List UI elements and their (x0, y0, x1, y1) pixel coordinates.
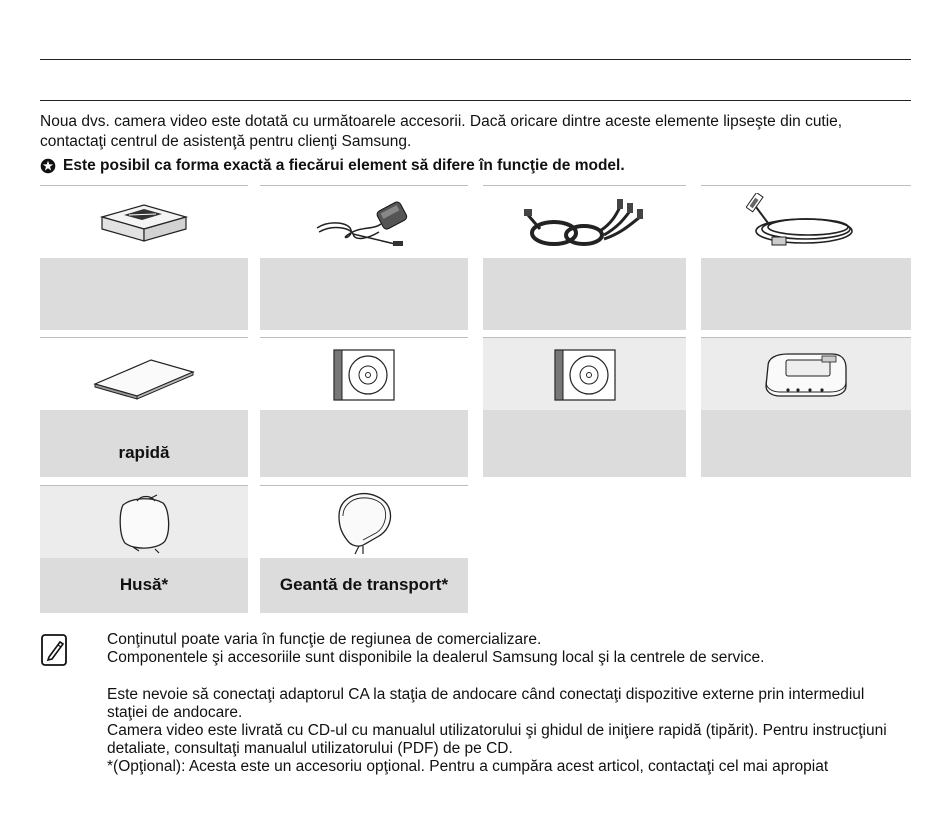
warning-line (40, 157, 910, 175)
accessory-cd-2 (483, 337, 686, 477)
star-in-circle-icon (40, 158, 56, 174)
accessory-cd (260, 337, 468, 477)
item-label (40, 258, 248, 330)
accessory-docking-station (701, 337, 911, 477)
item-image (40, 485, 248, 559)
warning-text: Este posibil ca forma exactă a fiecărui element să difere în funcţie de model. (63, 157, 625, 174)
item-label (483, 410, 686, 477)
usb-cable-icon (746, 193, 866, 253)
item-image (260, 337, 468, 411)
item-image (701, 337, 911, 411)
item-image (260, 185, 468, 259)
cd-icon (332, 348, 396, 402)
item-label (701, 258, 911, 330)
accessory-pouch (40, 485, 248, 613)
battery-pack-icon (96, 197, 192, 249)
item-label (260, 258, 468, 330)
note-line: Conţinutul poate varia în funcţie de regiunea de comercializare. (107, 631, 542, 648)
item-image (40, 185, 248, 259)
notes-block (107, 631, 907, 776)
item-label: Husă* (40, 558, 248, 613)
accessory-quick-start-guide (40, 337, 248, 477)
accessory-battery (40, 185, 248, 330)
note-line: Camera video este livrată cu CD-ul cu manualul utilizatorului şi ghidul de iniţiere rapidă (tipărit). Pentru instrucţiuni detaliate, consultaţi manualul utilizatorului (PDF) de pe CD. (107, 722, 887, 757)
accessory-usb-cable (701, 185, 911, 330)
note-line: Componentele şi accesoriile sunt disponibile la dealerul Samsung local şi la centrele de service. (107, 649, 765, 666)
docking-station-icon (758, 346, 854, 404)
quick-start-guide-icon (89, 350, 199, 400)
carrying-case-icon (329, 490, 399, 556)
top-rule (40, 59, 911, 60)
accessory-av-cable (483, 185, 686, 330)
item-image (701, 185, 911, 259)
note-pencil-icon (40, 633, 70, 667)
pouch-icon (107, 491, 181, 555)
item-image (483, 337, 686, 411)
item-label: Geantă de transport* (260, 558, 468, 613)
accessory-ac-adapter (260, 185, 468, 330)
item-image (483, 185, 686, 259)
item-image (40, 337, 248, 411)
ac-adapter-icon (309, 194, 419, 252)
item-label: rapidă (40, 410, 248, 477)
header-rule (40, 100, 911, 101)
item-label (701, 410, 911, 477)
item-image (260, 485, 468, 559)
cd-icon (553, 348, 617, 402)
item-label (260, 410, 468, 477)
note-line: *(Opţional): Acesta este un accesoriu opţional. Pentru a cumpăra acest articol, contactaţi cel mai apropiat (107, 758, 829, 775)
intro-text: Noua dvs. camera video este dotată cu următoarele accesorii. Dacă oricare dintre aceste elemente lipseşte din cutie, contactaţi centrul de asistenţă pentru clienţi Samsung. (40, 113, 843, 150)
av-cable-icon (520, 193, 650, 253)
note-line: Este nevoie să conectaţi adaptorul CA la staţia de andocare când conectaţi dispozitive externe prin intermediul staţiei de andocare. (107, 686, 865, 721)
item-label (483, 258, 686, 330)
accessory-carrying-case (260, 485, 468, 613)
